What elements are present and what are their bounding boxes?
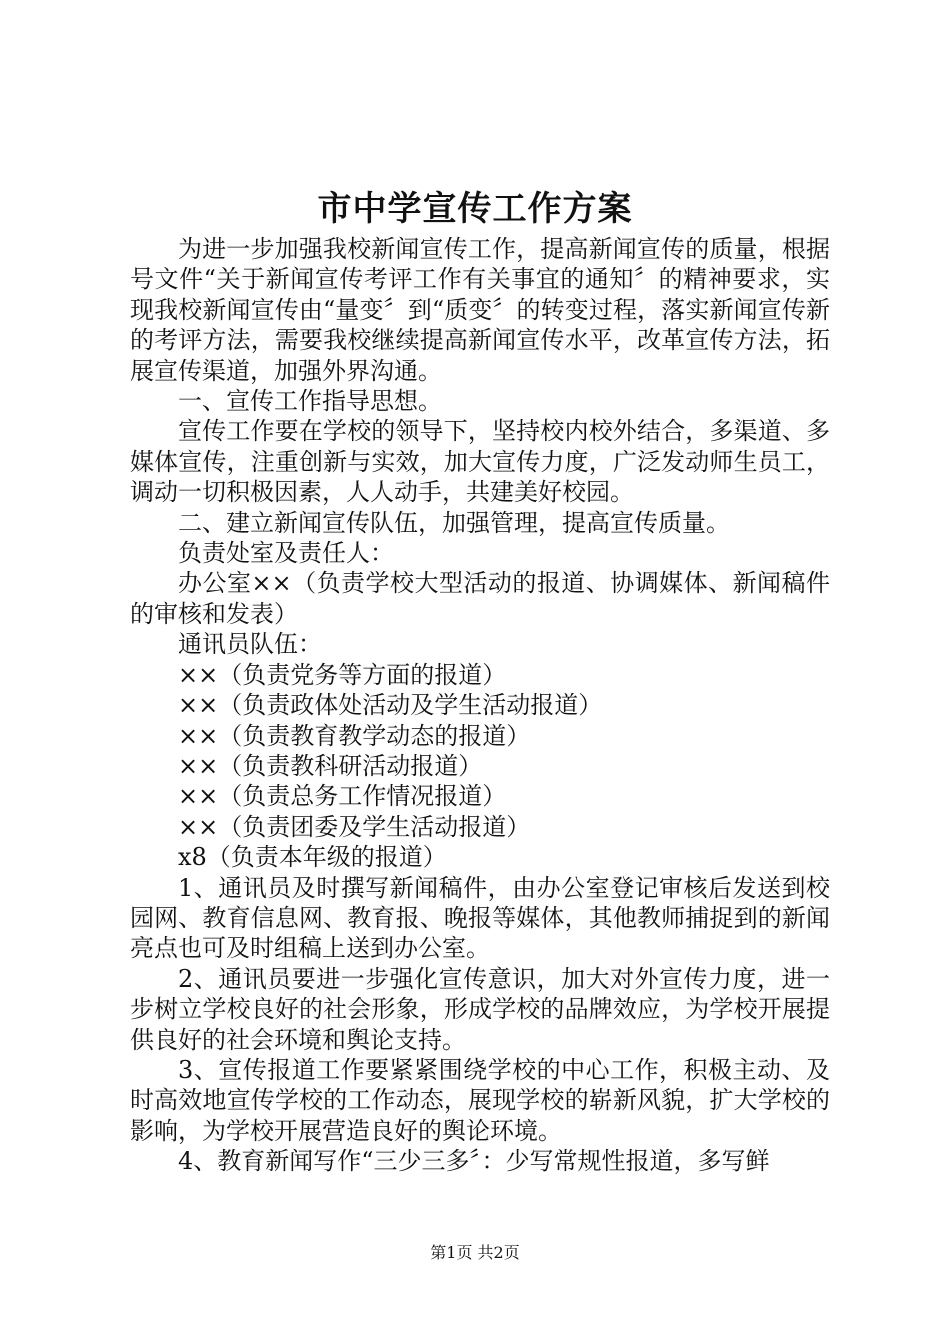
numbered-paragraph-4: 4、教育新闻写作“三少三多〞：少写常规性报道，多写鲜 [178,1147,770,1176]
document-body [130,234,830,1177]
office-responsibility: 办公室××（负责学校大型活动的报道、协调媒体、新闻稿件的审核和发表） [130,569,830,628]
paragraph-intro: 为进一步加强我校新闻宣传工作，提高新闻宣传的质量，根据号文件“关于新闻宣传考评工作有关事宜的通知〞的精神要求，实现我校新闻宣传由“量变〞到“质变〞的转变过程，落实新闻宣传新的考评方法，需要我校继续提高新闻宣传水平，改革宣传方法，拓展宣传渠道，加强外界沟通。 [130,235,830,385]
numbered-paragraph-1: 1、通讯员及时撰写新闻稿件，由办公室登记审核后发送到校园网、教育信息网、教育报、晚报等媒体，其他教师捕捉到的新闻亮点也可及时组稿上送到办公室。 [130,873,830,963]
section-heading-guiding-thought: 一、宣传工作指导思想。 [178,387,442,416]
section-heading-news-team: 二、建立新闻宣传队伍，加强管理，提高宣传质量。 [178,508,730,537]
page-footer: 第1页 共2页 [430,1243,520,1262]
list-item: ××（负责党务等方面的报道） [178,660,507,689]
document-title: 市中学宣传工作方案 [317,189,633,229]
list-item: ××（负责总务工作情况报道） [178,782,507,811]
list-item: x8（负责本年级的报道） [178,843,447,872]
list-item: ××（负责政体处活动及学生活动报道） [178,691,603,720]
numbered-paragraph-2: 2、通讯员要进一步强化宣传意识，加大对外宣传力度，进一步树立学校良好的社会形象，形成学校的品牌效应，为学校开展提供良好的社会环境和舆论支持。 [130,964,830,1054]
paragraph-guiding-thought: 宣传工作要在学校的领导下，坚持校内校外结合，多渠道、多媒体宣传，注重创新与实效，加大宣传力度，广泛发动师生员工，调动一切积极因素，人人动手，共建美好校园。 [130,417,830,507]
responsible-office-label: 负责处室及责任人： [178,539,394,568]
list-item: ××（负责教科研活动报道） [178,751,483,780]
correspondent-team-label: 通讯员队伍： [178,630,322,659]
list-item: ××（负责教育教学动态的报道） [178,721,531,750]
list-item: ××（负责团委及学生活动报道） [178,812,531,841]
numbered-paragraph-3: 3、宣传报道工作要紧紧围绕学校的中心工作，积极主动、及时高效地宣传学校的工作动态，展现学校的崭新风貌，扩大学校的影响，为学校开展营造良好的舆论环境。 [130,1055,830,1145]
